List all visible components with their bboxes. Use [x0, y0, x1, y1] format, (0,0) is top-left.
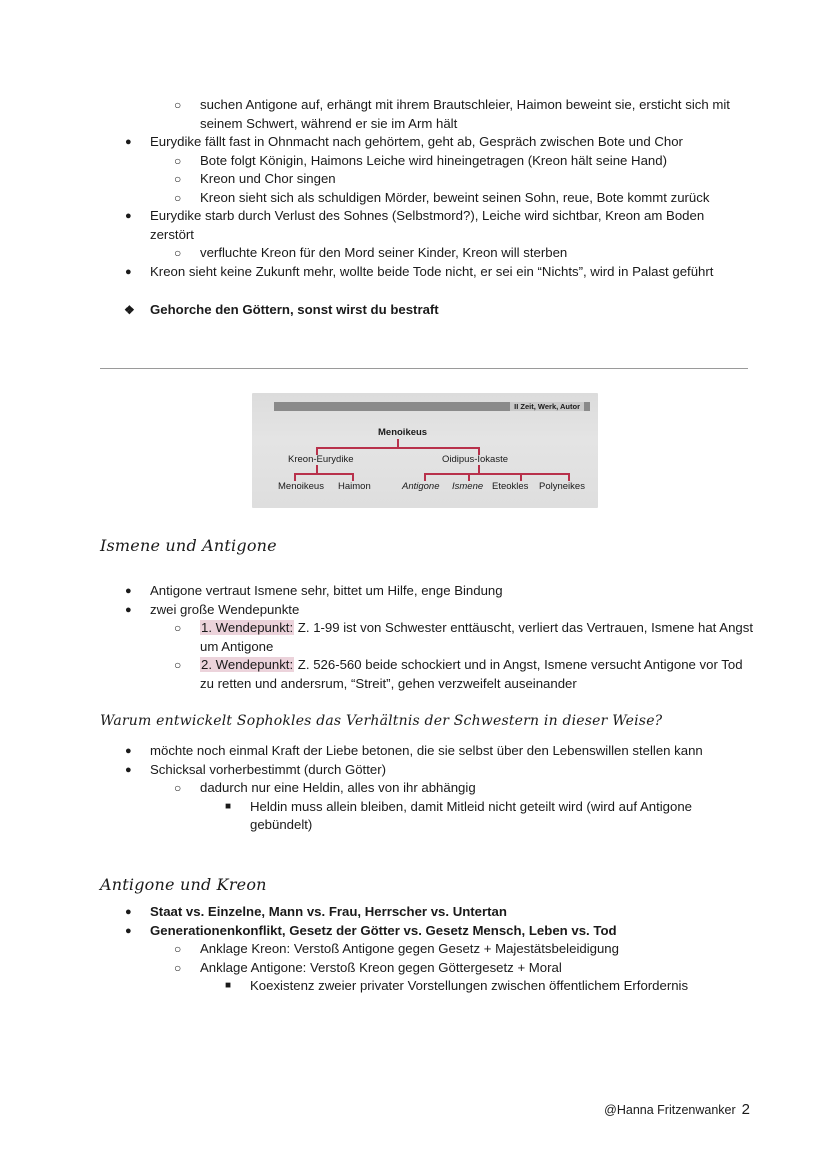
tree-line	[294, 473, 354, 475]
list-item: ○ 2. Wendepunkt: Z. 526-560 beide schockiert und in Angst, Ismene versucht Antigone vor Tod zu retten und andersrum, “Streit”, gehen verzweifelt auseinander	[174, 657, 743, 691]
bullet-icon: ●	[125, 136, 132, 148]
list-item: ○ Anklage Kreon: Verstoß Antigone gegen Gesetz + Majestätsbeleidigung	[200, 940, 760, 959]
family-tree-photo	[252, 393, 598, 508]
circle-bullet-icon: ○	[174, 942, 182, 956]
list-item: ■ Koexistenz zweier privater Vorstellungen zwischen öffentlichem Erfordernis	[250, 977, 750, 996]
list-item: ● Schicksal vorherbestimmt (durch Götter)	[150, 761, 750, 780]
list-item: ● Generationenkonflikt, Gesetz der Götter vs. Gesetz Mensch, Leben vs. Tod	[150, 922, 750, 941]
bullet-icon: ●	[125, 924, 132, 937]
tree-root: Menoikeus	[378, 427, 428, 438]
circle-bullet-icon: ○	[174, 781, 182, 795]
highlight-label: 2. Wendepunkt:	[201, 657, 294, 672]
circle-bullet-icon: ○	[174, 153, 182, 168]
section1-list	[0, 582, 828, 693]
list-item: ○ verfluchte Kreon für den Mord seiner Kinder, Kreon will sterben	[200, 244, 760, 263]
list-item: ○ Bote folgt Königin, Haimons Leiche wird hineingetragen (Kreon hält seine Hand)	[200, 152, 760, 171]
bullet-icon: ●	[125, 210, 132, 222]
circle-bullet-icon: ○	[174, 98, 182, 112]
tree-line	[568, 473, 570, 481]
circle-bullet-icon: ○	[174, 658, 182, 672]
tree-line	[520, 473, 522, 481]
list-item: ● Kreon sieht keine Zukunft mehr, wollte beide Tode nicht, er sei ein “Nichts”, wird in Palast geführt	[150, 263, 750, 282]
section-heading-antigone-kreon: Antigone und Kreon	[100, 875, 267, 894]
bullet-icon: ●	[125, 585, 132, 597]
tree-line	[397, 439, 399, 447]
list-item: ● Eurydike starb durch Verlust des Sohnes (Selbstmord?), Leiche wird sichtbar, Kreon am Boden zerstört	[125, 208, 705, 242]
continuation-list	[0, 96, 828, 281]
tree-child: Polyneikes	[539, 481, 585, 492]
summary-list	[0, 301, 828, 320]
list-item: ○ suchen Antigone auf, erhängt mit ihrem Brautschleier, Haimon beweint sie, ersticht sich mit seinem Schwert, während er sie im Arm hält	[174, 97, 730, 131]
list-item: ○ Kreon und Chor singen	[200, 170, 760, 189]
list-item: ● Antigone vertraut Ismene sehr, bittet um Hilfe, enge Bindung	[150, 582, 750, 601]
list-item: ■ Heldin muss allein bleiben, damit Mitleid nicht geteilt wird (wird auf Antigone gebündelt)	[225, 798, 692, 832]
footer-author: @Hanna Fritzenwanker	[604, 1103, 736, 1117]
tree-child: Menoikeus	[278, 481, 324, 492]
list-item: ● Staat vs. Einzelne, Mann vs. Frau, Herrscher vs. Untertan	[150, 903, 750, 922]
square-bullet-icon: ■	[225, 800, 232, 812]
summary-line: ❖ Gehorche den Göttern, sonst wirst du bestraft	[150, 301, 750, 320]
page-number: 2	[741, 1101, 750, 1118]
diamond-bullet-icon: ❖	[124, 303, 135, 317]
section2-list	[0, 742, 828, 835]
list-item: ○ Kreon sieht sich als schuldigen Mörder, beweint seinen Sohn, reue, Bote kommt zurück	[200, 189, 760, 208]
tree-line	[316, 447, 480, 449]
tree-line	[316, 465, 318, 473]
tree-child: Antigone	[402, 481, 440, 492]
bullet-icon: ●	[125, 603, 132, 616]
bullet-icon: ●	[125, 906, 132, 918]
tree-child: Haimon	[338, 481, 371, 492]
square-bullet-icon: ■	[225, 980, 232, 991]
bullet-icon: ●	[125, 745, 132, 757]
list-item: ● zwei große Wendepunkte	[150, 601, 750, 620]
section-heading-warum: Warum entwickelt Sophokles das Verhältnis der Schwestern in dieser Weise?	[100, 713, 663, 729]
tree-line	[424, 473, 426, 481]
page-footer	[604, 1101, 750, 1118]
bullet-icon: ●	[125, 265, 132, 278]
section3-list	[0, 903, 828, 996]
highlight-label: 1. Wendepunkt:	[201, 620, 294, 635]
bullet-icon: ●	[125, 763, 132, 776]
list-item: ○ 1. Wendepunkt: Z. 1-99 ist von Schwester enttäuscht, verliert das Vertrauen, Ismene hat Angst um Antigone	[174, 620, 754, 654]
tree-right-parents: Oidipus-Iokaste	[442, 454, 509, 465]
horizontal-divider	[100, 368, 748, 369]
list-item: ● möchte noch einmal Kraft der Liebe betonen, die sie selbst über den Lebenswillen stellen kann	[150, 742, 750, 761]
circle-bullet-icon: ○	[174, 172, 182, 186]
photo-header-label: II Zeit, Werk, Autor	[510, 402, 584, 411]
tree-left-parents: Kreon-Eurydike	[288, 454, 354, 465]
circle-bullet-icon: ○	[174, 621, 182, 635]
tree-line	[468, 473, 470, 481]
list-item: ○ Anklage Antigone: Verstoß Kreon gegen Göttergesetz + Moral	[200, 959, 760, 978]
tree-line	[478, 465, 480, 473]
circle-bullet-icon: ○	[174, 246, 182, 260]
tree-line	[294, 473, 296, 481]
list-item: ○ dadurch nur eine Heldin, alles von ihr abhängig	[200, 779, 760, 798]
tree-line	[352, 473, 354, 481]
tree-child: Ismene	[452, 481, 484, 492]
list-item: ● Eurydike fällt fast in Ohnmacht nach gehörtem, geht ab, Gespräch zwischen Bote und Chor	[150, 133, 750, 152]
tree-child: Eteokles	[492, 481, 529, 492]
circle-bullet-icon: ○	[174, 190, 182, 205]
section-heading-ismene-antigone: Ismene und Antigone	[100, 536, 277, 555]
circle-bullet-icon: ○	[174, 960, 182, 975]
tree-line	[424, 473, 570, 475]
